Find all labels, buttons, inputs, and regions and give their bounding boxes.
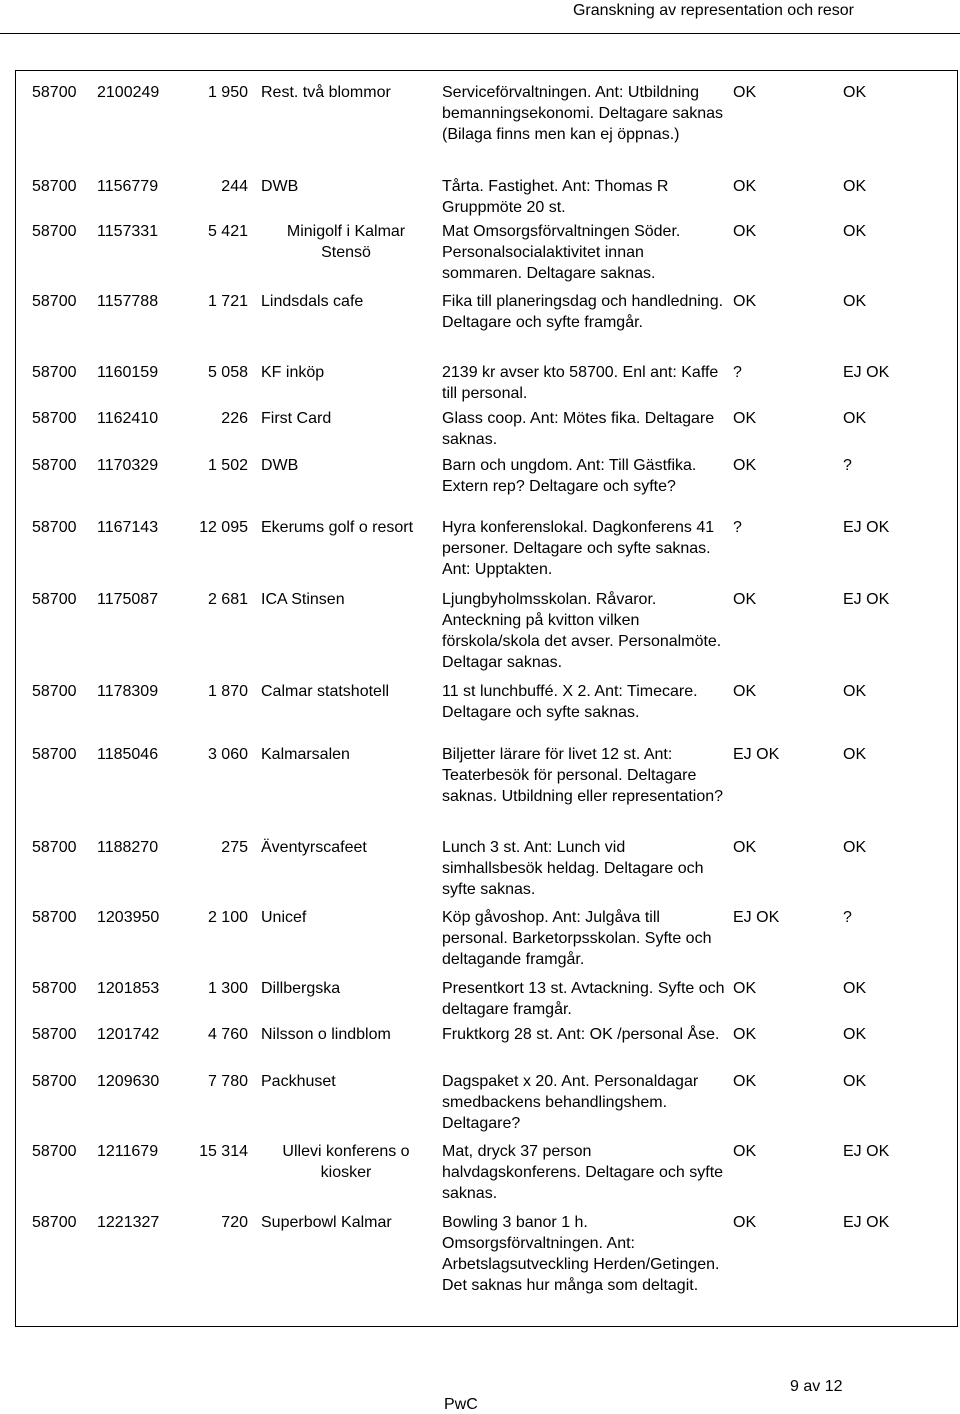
voucher-cell: 1203950 — [97, 909, 160, 926]
account-cell: 58700 — [32, 364, 77, 381]
page-number: 9 av 12 — [790, 1378, 843, 1395]
payee-cell: Packhuset — [261, 1073, 336, 1090]
voucher-cell: 1157331 — [97, 223, 159, 240]
status-review-cell: OK — [733, 223, 757, 240]
payee-cell: Calmar statshotell — [261, 683, 390, 700]
description-cell: Fika till planeringsdag och handledning. Deltagare och syfte framgår. — [442, 293, 724, 331]
status-assessment-cell: OK — [843, 84, 867, 101]
status-review-cell: ? — [733, 364, 742, 381]
amount-cell: 5 058 — [207, 364, 248, 381]
status-review-cell: OK — [733, 84, 757, 101]
status-review-cell: OK — [733, 178, 757, 195]
payee-cell: ICA Stinsen — [261, 591, 345, 608]
payee-cell: Minigolf i Kalmar Stensö — [286, 223, 406, 261]
header-divider — [0, 33, 960, 34]
payee-cell: DWB — [261, 178, 299, 195]
amount-cell: 1 502 — [207, 457, 248, 474]
voucher-cell: 1201742 — [97, 1026, 160, 1043]
voucher-cell: 1160159 — [97, 364, 159, 381]
status-assessment-cell: EJ OK — [843, 364, 890, 381]
status-assessment-cell: EJ OK — [843, 1214, 890, 1231]
description-cell: Köp gåvoshop. Ant: Julgåva till personal. Barketorpsskolan. Syfte och deltagande framgår. — [442, 909, 712, 968]
account-cell: 58700 — [32, 746, 77, 763]
amount-cell: 1 950 — [207, 84, 248, 101]
status-assessment-cell: OK — [843, 746, 867, 763]
amount-cell: 3 060 — [207, 746, 248, 763]
status-review-cell: OK — [733, 683, 757, 700]
payee-cell: DWB — [261, 457, 299, 474]
status-review-cell: EJ OK — [733, 909, 780, 926]
payee-cell: Superbowl Kalmar — [261, 1214, 392, 1231]
payee-cell: First Card — [261, 410, 332, 427]
description-cell: Serviceförvaltningen. Ant: Utbildning bemanningsekonomi. Deltagare saknas (Bilaga finns men kan ej öppnas.) — [442, 84, 724, 143]
amount-cell: 275 — [221, 839, 248, 856]
status-assessment-cell: OK — [843, 980, 867, 997]
status-assessment-cell: EJ OK — [843, 519, 890, 536]
account-cell: 58700 — [32, 1026, 77, 1043]
payee-cell: Kalmarsalen — [261, 746, 350, 763]
status-review-cell: OK — [733, 457, 757, 474]
payee-cell: Ullevi konferens o kiosker — [282, 1143, 410, 1181]
status-assessment-cell: EJ OK — [843, 591, 890, 608]
voucher-cell: 1162410 — [97, 410, 159, 427]
description-cell: Hyra konferenslokal. Dagkonferens 41 personer. Deltagare och syfte saknas. Ant: Upptakten. — [442, 519, 715, 578]
voucher-cell: 1167143 — [97, 519, 159, 536]
amount-cell: 1 721 — [207, 293, 248, 310]
account-cell: 58700 — [32, 84, 77, 101]
status-assessment-cell: OK — [843, 410, 867, 427]
payee-cell: Unicef — [261, 909, 307, 926]
amount-cell: 1 300 — [207, 980, 248, 997]
description-cell: Barn och ungdom. Ant: Till Gästfika. Extern rep? Deltagare och syfte? — [442, 457, 697, 495]
footer-logo: PwC — [444, 1396, 478, 1413]
description-cell: Bowling 3 banor 1 h. Omsorgsförvaltningen. Ant: Arbetslagsutveckling Herden/Getingen. Det saknas hur många som deltagit. — [442, 1214, 720, 1294]
status-review-cell: OK — [733, 1214, 757, 1231]
account-cell: 58700 — [32, 1214, 77, 1231]
description-cell: Ljungbyholmsskolan. Råvaror. Anteckning på kvitton vilken förskola/skola det avser. Personalmöte. Deltagar saknas. — [442, 591, 722, 671]
account-cell: 58700 — [32, 223, 77, 240]
account-cell: 58700 — [32, 591, 77, 608]
payee-cell: Ekerums golf o resort — [261, 519, 414, 536]
status-assessment-cell: OK — [843, 223, 867, 240]
payee-cell: Rest. två blommor — [261, 84, 391, 101]
account-cell: 58700 — [32, 980, 77, 997]
payee-cell: Dillbergska — [261, 980, 341, 997]
amount-cell: 5 421 — [207, 223, 248, 240]
status-review-cell: OK — [733, 1073, 757, 1090]
voucher-cell: 1209630 — [97, 1073, 160, 1090]
amount-cell: 2 100 — [207, 909, 248, 926]
status-assessment-cell: OK — [843, 1073, 867, 1090]
description-cell: Presentkort 13 st. Avtackning. Syfte och deltagare framgår. — [442, 980, 725, 1018]
status-assessment-cell: EJ OK — [843, 1143, 890, 1160]
account-cell: 58700 — [32, 683, 77, 700]
status-review-cell: OK — [733, 591, 757, 608]
status-review-cell: OK — [733, 839, 757, 856]
status-assessment-cell: OK — [843, 683, 867, 700]
description-cell: 11 st lunchbuffé. X 2. Ant: Timecare. Deltagare och syfte saknas. — [442, 683, 698, 721]
account-cell: 58700 — [32, 1143, 77, 1160]
voucher-cell: 1185046 — [97, 746, 159, 763]
account-cell: 58700 — [32, 410, 77, 427]
status-review-cell: ? — [733, 519, 742, 536]
description-cell: Mat Omsorgsförvaltningen Söder. Personalsocialaktivitet innan sommaren. Deltagare saknas. — [442, 223, 681, 282]
status-assessment-cell: ? — [843, 457, 852, 474]
status-review-cell: EJ OK — [733, 746, 780, 763]
status-review-cell: OK — [733, 1026, 757, 1043]
account-cell: 58700 — [32, 293, 77, 310]
voucher-cell: 2100249 — [97, 84, 160, 101]
voucher-cell: 1211679 — [97, 1143, 159, 1160]
description-cell: 2139 kr avser kto 58700. Enl ant: Kaffe till personal. — [442, 364, 719, 402]
status-review-cell: OK — [733, 410, 757, 427]
amount-cell: 1 870 — [207, 683, 248, 700]
status-assessment-cell: ? — [843, 909, 852, 926]
payee-cell: KF inköp — [261, 364, 325, 381]
voucher-cell: 1221327 — [97, 1214, 160, 1231]
payee-cell: Nilsson o lindblom — [261, 1026, 391, 1043]
amount-cell: 12 095 — [199, 519, 248, 536]
account-cell: 58700 — [32, 457, 77, 474]
voucher-cell: 1157788 — [97, 293, 159, 310]
description-cell: Lunch 3 st. Ant: Lunch vid simhallsbesök heldag. Deltagare och syfte saknas. — [442, 839, 704, 898]
voucher-cell: 1188270 — [97, 839, 159, 856]
account-cell: 58700 — [32, 178, 77, 195]
status-assessment-cell: OK — [843, 293, 867, 310]
payee-cell: Äventyrscafeet — [261, 839, 367, 856]
voucher-cell: 1156779 — [97, 178, 159, 195]
description-cell: Glass coop. Ant: Mötes fika. Deltagare saknas. — [442, 410, 715, 448]
status-assessment-cell: OK — [843, 178, 867, 195]
status-review-cell: OK — [733, 293, 757, 310]
amount-cell: 4 760 — [207, 1026, 248, 1043]
description-cell: Tårta. Fastighet. Ant: Thomas R Gruppmöte 20 st. — [442, 178, 669, 216]
description-cell: Mat, dryck 37 person halvdagskonferens. Deltagare och syfte saknas. — [442, 1143, 724, 1202]
status-assessment-cell: OK — [843, 1026, 867, 1043]
description-cell: Biljetter lärare för livet 12 st. Ant: Teaterbesök för personal. Deltagare saknas. Utbildning eller representation? — [442, 746, 724, 805]
status-assessment-cell: OK — [843, 839, 867, 856]
amount-cell: 2 681 — [207, 591, 248, 608]
voucher-cell: 1175087 — [97, 591, 159, 608]
amount-cell: 226 — [221, 410, 248, 427]
status-review-cell: OK — [733, 980, 757, 997]
amount-cell: 7 780 — [207, 1073, 248, 1090]
voucher-cell: 1201853 — [97, 980, 160, 997]
description-cell: Dagspaket x 20. Ant. Personaldagar smedbackens behandlingshem. Deltagare? — [442, 1073, 699, 1132]
amount-cell: 15 314 — [199, 1143, 248, 1160]
status-review-cell: OK — [733, 1143, 757, 1160]
amount-cell: 244 — [221, 178, 248, 195]
account-cell: 58700 — [32, 1073, 77, 1090]
account-cell: 58700 — [32, 909, 77, 926]
account-cell: 58700 — [32, 519, 77, 536]
amount-cell: 720 — [221, 1214, 248, 1231]
description-cell: Fruktkorg 28 st. Ant: OK /personal Åse. — [442, 1026, 720, 1043]
voucher-cell: 1170329 — [97, 457, 159, 474]
voucher-cell: 1178309 — [97, 683, 159, 700]
page-header-title: Granskning av representation och resor — [572, 2, 854, 19]
account-cell: 58700 — [32, 839, 77, 856]
payee-cell: Lindsdals cafe — [261, 293, 364, 310]
